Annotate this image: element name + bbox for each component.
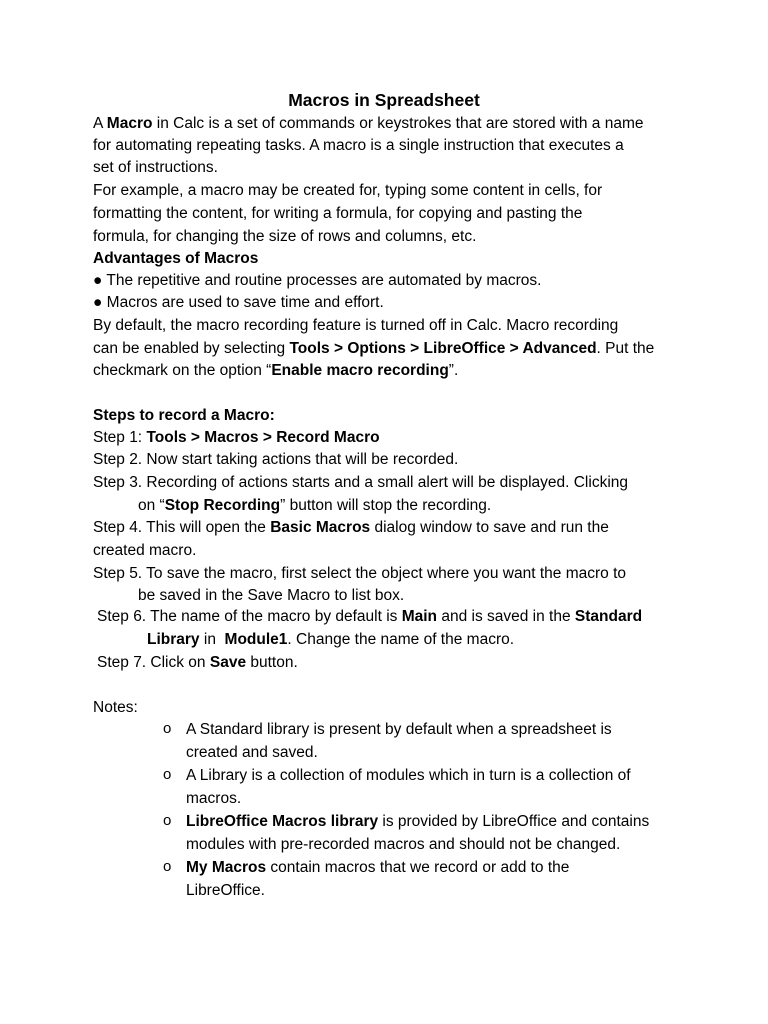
note-2-bullet-icon: o	[163, 766, 172, 783]
advantages-heading: Advantages of Macros	[93, 250, 259, 267]
intro-line-2: for automating repeating tasks. A macro is a single instruction that executes a	[93, 137, 624, 154]
enable-line-3: checkmark on the option “Enable macro recording”.	[93, 362, 459, 379]
step-3-line-2: on “Stop Recording” button will stop the recording.	[138, 497, 492, 514]
note-4-bullet-icon: o	[163, 858, 172, 875]
intro-line-3: set of instructions.	[93, 159, 218, 176]
advantage-item-1: ● The repetitive and routine processes are automated by macros.	[93, 272, 542, 289]
note-2-line-1: A Library is a collection of modules which in turn is a collection of	[186, 767, 631, 784]
intro-line-1: A Macro in Calc is a set of commands or keystrokes that are stored with a name	[93, 115, 644, 132]
note-1-line-1: A Standard library is present by default when a spreadsheet is	[186, 721, 612, 738]
note-4-line-1: My Macros contain macros that we record or add to the	[186, 859, 570, 876]
step-4-line-2: created macro.	[93, 542, 197, 559]
enable-line-2: can be enabled by selecting Tools > Options > LibreOffice > Advanced. Put the	[93, 340, 655, 357]
page-title: Macros in Spreadsheet	[288, 90, 480, 110]
step-3-line-1: Step 3. Recording of actions starts and a small alert will be displayed. Clicking	[93, 474, 629, 491]
intro-line-5: formatting the content, for writing a formula, for copying and pasting the	[93, 205, 583, 222]
notes-heading: Notes:	[93, 699, 138, 716]
step-1: Step 1: Tools > Macros > Record Macro	[93, 429, 380, 446]
advantage-item-2: ● Macros are used to save time and effort.	[93, 294, 384, 311]
step-7: Step 7. Click on Save button.	[97, 654, 298, 671]
note-3-bullet-icon: o	[163, 812, 172, 829]
note-1-line-2: created and saved.	[186, 744, 318, 761]
note-3-line-2: modules with pre-recorded macros and should not be changed.	[186, 836, 621, 853]
step-6-line-2: Library in Module1. Change the name of the macro.	[147, 631, 515, 648]
steps-heading: Steps to record a Macro:	[93, 407, 275, 424]
step-2: Step 2. Now start taking actions that will be recorded.	[93, 451, 459, 468]
step-4-line-1: Step 4. This will open the Basic Macros dialog window to save and run the	[93, 519, 609, 536]
note-2-line-2: macros.	[186, 790, 242, 807]
enable-line-1: By default, the macro recording feature is turned off in Calc. Macro recording	[93, 317, 619, 334]
step-5-line-2: be saved in the Save Macro to list box.	[138, 587, 405, 604]
intro-line-4: For example, a macro may be created for, typing some content in cells, for	[93, 182, 603, 199]
note-1-bullet-icon: o	[163, 720, 172, 737]
step-5-line-1: Step 5. To save the macro, first select the object where you want the macro to	[93, 565, 627, 582]
step-6-line-1: Step 6. The name of the macro by default is Main and is saved in the Standard	[97, 608, 643, 625]
note-3-line-1: LibreOffice Macros library is provided by LibreOffice and contains	[186, 813, 650, 830]
note-4-line-2: LibreOffice.	[186, 882, 265, 899]
intro-line-6: formula, for changing the size of rows and columns, etc.	[93, 228, 477, 245]
